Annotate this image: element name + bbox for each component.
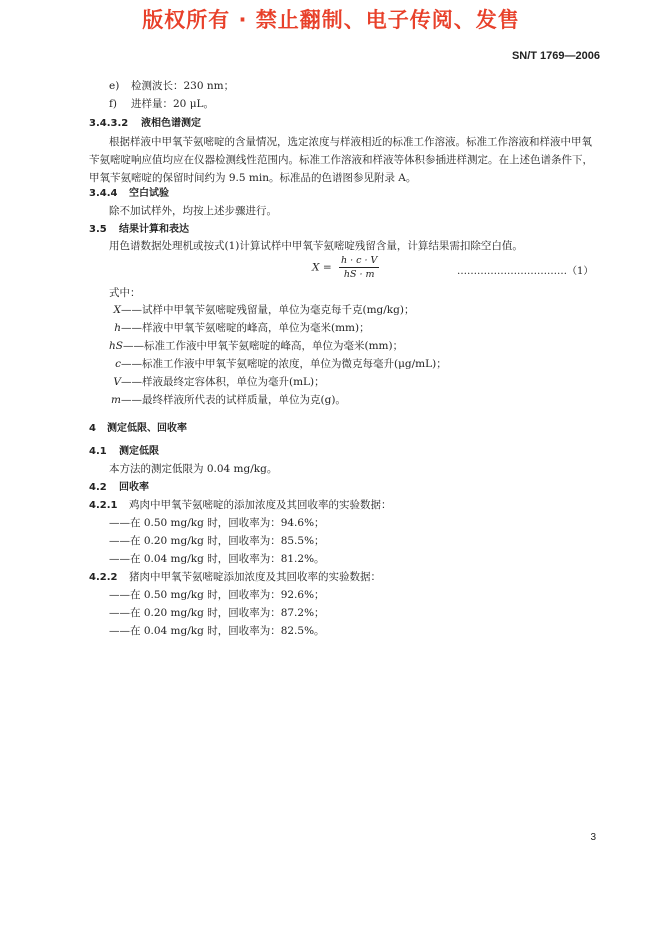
copyright-watermark: 版权所有 · 禁止翻制、电子传阅、发售 [142, 8, 520, 32]
paragraph-text: 根据样液中甲氧苄氨嘧啶的含量情况，选定浓度与样液相近的标准工作溶液。标准工作溶液和样液中甲氧苄氨嘧啶响应值均应在仪器检测线性范围内。标准工作溶液和样液等体积参插进样测定。在上述色谱条件下，甲氧苄氨嘧啶的保留时间约为 9.5 min。标准品的色谱图参见附录 A。 [89, 136, 593, 184]
list-item [109, 97, 214, 112]
section-heading-4-1 [89, 444, 159, 459]
list-item: ——在 0.50 mg/kg 时，回收率为：94.6%； [109, 517, 325, 529]
section-number: 3.4.4 [89, 188, 118, 199]
item-label: e) [109, 80, 120, 92]
section-number: 4.1 [89, 446, 107, 457]
section-title: 鸡肉中甲氧苄氨嘧啶的添加浓度及其回收率的实验数据： [129, 499, 392, 511]
section-paragraph: 用色谱数据处理机或按式(1)计算试样中甲氧苄氨嘧啶残留含量，计算结果需扣除空白值。 [109, 240, 523, 252]
list-item [109, 79, 234, 94]
section-heading-4 [89, 421, 187, 436]
formula-denominator: hS · m [343, 269, 375, 280]
formula-fraction [339, 255, 379, 280]
section-heading-3-4-3-2 [89, 116, 201, 131]
section-title: 回收率 [119, 482, 149, 493]
section-heading-4-2-2 [89, 570, 381, 585]
section-title: 空白试验 [129, 188, 169, 199]
formula-lhs: X = [312, 261, 332, 274]
item-label: f) [109, 98, 117, 110]
variable-description: ——标准工作液中甲氧苄氨嘧啶的浓度，单位为微克每毫升(μg/mL)； [121, 358, 447, 370]
section-paragraph [89, 133, 601, 187]
variable-description: ——最终样液所代表的试样质量，单位为克(g)。 [121, 394, 346, 406]
formula-numerator: h · c · V [340, 255, 378, 266]
item-text: 检测波长：230 nm； [131, 80, 235, 92]
section-number: 4.2 [89, 482, 107, 493]
variable-symbol: c [115, 358, 121, 370]
list-item: ——在 0.20 mg/kg 时，回收率为：85.5%； [109, 535, 325, 547]
section-heading-3-4-4 [89, 186, 169, 201]
variable-symbol: X [113, 304, 121, 316]
variable-symbol: V [113, 376, 121, 388]
variable-definition [109, 303, 415, 318]
section-number: 3.4.3.2 [89, 118, 129, 129]
variable-definition [109, 393, 346, 408]
section-title: 测定低限 [119, 446, 159, 457]
equation-number: ……………………………（1） [457, 266, 594, 277]
section-title: 测定低限、回收率 [107, 423, 187, 434]
variable-definition [109, 321, 370, 336]
section-number: 4.2.1 [89, 500, 118, 511]
variable-description: ——样液中甲氧苄氨嘧啶的峰高，单位为毫米(mm)； [121, 322, 370, 334]
list-item: ——在 0.50 mg/kg 时，回收率为：92.6%； [109, 589, 325, 601]
page-number: 3 [590, 832, 596, 843]
item-text: 进样量：20 μL。 [131, 98, 214, 110]
variable-definition [109, 339, 403, 354]
variable-symbol: m [111, 394, 121, 406]
section-title: 结果计算和表达 [119, 224, 189, 235]
variable-symbol: hS [109, 340, 123, 352]
variable-description: ——标准工作液中甲氧苄氨嘧啶的峰高，单位为毫米(mm)； [122, 340, 404, 352]
standard-number: SN/T 1769—2006 [511, 50, 600, 62]
variable-symbol: h [114, 322, 121, 334]
variable-definition [109, 357, 447, 372]
section-heading-3-5 [89, 222, 189, 237]
section-heading-4-2-1 [89, 498, 392, 513]
formula-1 [312, 255, 379, 280]
section-paragraph: 本方法的测定低限为 0.04 mg/kg。 [109, 463, 278, 475]
variable-description: ——样液最终定容体积，单位为毫升(mL)； [121, 376, 325, 388]
section-number: 4.2.2 [89, 572, 118, 583]
list-item: ——在 0.04 mg/kg 时，回收率为：82.5%。 [109, 625, 325, 637]
list-item: ——在 0.20 mg/kg 时，回收率为：87.2%； [109, 607, 325, 619]
section-heading-4-2 [89, 480, 149, 495]
list-item: ——在 0.04 mg/kg 时，回收率为：81.2%。 [109, 553, 325, 565]
section-paragraph: 除不加试样外，均按上述步骤进行。 [109, 205, 277, 217]
section-title: 猪肉中甲氧苄氨嘧啶添加浓度及其回收率的实验数据： [129, 571, 381, 583]
section-number: 4 [89, 423, 96, 434]
variable-definition [109, 375, 325, 390]
section-title: 液相色谱测定 [141, 118, 201, 129]
variable-description: ——试样中甲氧苄氨嘧啶残留量，单位为毫克每千克(mg/kg)； [121, 304, 415, 316]
where-label: 式中： [109, 287, 141, 299]
section-number: 3.5 [89, 224, 107, 235]
